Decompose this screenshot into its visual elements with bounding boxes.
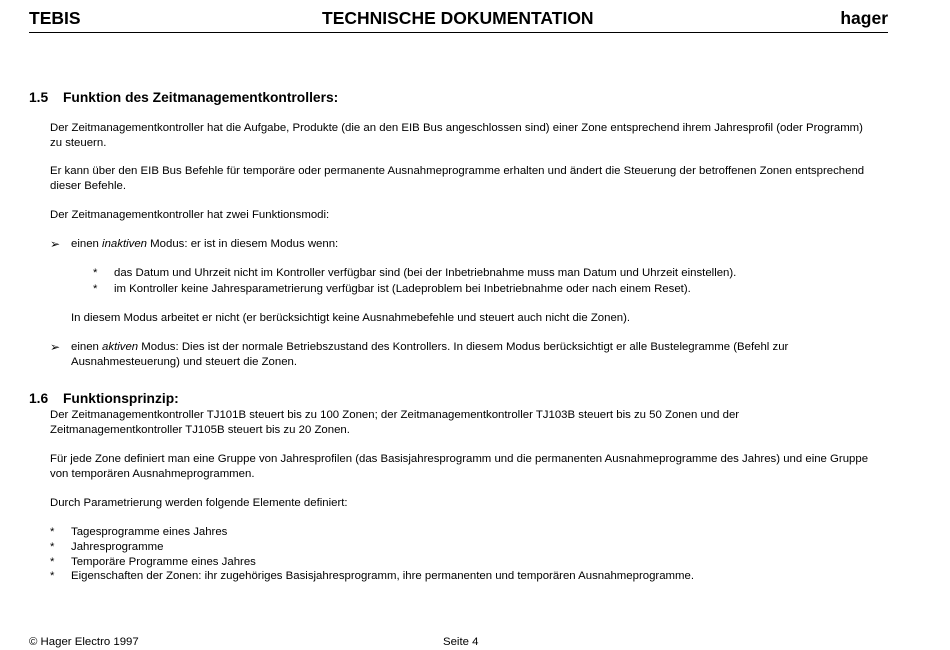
list-item-text: Jahresprogramme [71, 541, 164, 553]
emphasis-text: aktiven [102, 341, 139, 353]
paragraph [50, 452, 900, 482]
list-item-text: Eigenschaften der Zonen: ihr zugehöriges Basisjahresprogramm, ihre permanenten und temporären Ausnahmeprogramme. [71, 570, 695, 582]
footer-page-number: Seite 4 [443, 636, 479, 648]
section-number: 1.6 [29, 391, 49, 406]
asterisk-bullet-icon: * [93, 283, 98, 295]
text-line: Ausnahmesteuerung) und steuert die Zonen. [71, 356, 298, 368]
text-line: dieser Befehle. [50, 180, 126, 192]
page-header [29, 10, 888, 33]
text-line: zu steuern. [50, 137, 107, 149]
text-line: Zeitmanagementkontroller TJ105B steuert bis zu 20 Zonen. [50, 424, 350, 436]
list-item-text [71, 340, 871, 370]
section-title: Funktionsprinzip: [63, 391, 179, 406]
text-line: Er kann über den EIB Bus Befehle für temporäre oder permanente Ausnahmeprogramme erhalten und ändert die Steuerung der betroffenen Zonen entsprechend [50, 165, 865, 177]
paragraph-note: In diesem Modus arbeitet er nicht (er berücksichtigt keine Ausnahmebefehle und steuert auch nicht die Zonen). [71, 312, 631, 324]
list-item-text: im Kontroller keine Jahresparametrierung verfügbar ist (Ladeproblem bei Inbetriebnahme oder nach einem Reset). [114, 283, 691, 295]
section-number: 1.5 [29, 90, 49, 105]
emphasis-text: inaktiven [102, 238, 148, 250]
arrow-bullet-icon: ➢ [50, 237, 61, 251]
asterisk-bullet-icon: * [50, 556, 55, 568]
list-item-text: Temporäre Programme eines Jahres [71, 556, 256, 568]
header-document-title: TECHNISCHE DOKUMENTATION [322, 8, 594, 28]
text-line [71, 340, 871, 355]
paragraph: Der Zeitmanagementkontroller hat zwei Funktionsmodi: [50, 209, 330, 221]
text-fragment: Modus: er ist in diesem Modus wenn: [147, 238, 339, 250]
text-fragment: Modus: Dies ist der normale Betriebszustand des Kontrollers. In diesem Modus berücksichtigt er alle Bustelegramme (Befehl zur [138, 341, 789, 353]
section-heading-1-5 [29, 90, 338, 105]
list-item-text: das Datum und Uhrzeit nicht im Kontroller verfügbar sind (bei der Inbetriebnahme muss man Datum und Uhrzeit einstellen). [114, 267, 737, 279]
list-item-text: Tagesprogramme eines Jahres [71, 526, 228, 538]
footer-copyright: © Hager Electro 1997 [29, 636, 139, 648]
text-line: von temporären Ausnahmeprogrammen. [50, 468, 255, 480]
asterisk-bullet-icon: * [93, 267, 98, 279]
paragraph [50, 408, 900, 438]
text-line: Der Zeitmanagementkontroller hat die Aufgabe, Produkte (die an den EIB Bus angeschlossen sind) einer Zone entsprechend ihrem Jahresprofil (oder Programm) [50, 122, 863, 134]
asterisk-bullet-icon: * [50, 541, 55, 553]
list-item-text [71, 237, 871, 252]
section-heading-1-6 [29, 391, 179, 406]
arrow-bullet-icon: ➢ [50, 340, 61, 354]
header-brand-name: hager [840, 8, 888, 28]
paragraph: Durch Parametrierung werden folgende Elemente definiert: [50, 497, 348, 509]
text-fragment: einen [71, 238, 103, 250]
text-line: Der Zeitmanagementkontroller TJ101B steuert bis zu 100 Zonen; der Zeitmanagementkontroller TJ103B steuert bis zu 50 Zonen und der [50, 409, 740, 421]
text-line: Für jede Zone definiert man eine Gruppe von Jahresprofilen (das Basisjahresprogramm und die permanenten Ausnahmeprogramme des Jahres) und eine Gruppe [50, 453, 869, 465]
paragraph [50, 121, 900, 151]
header-product-name: TEBIS [29, 8, 81, 28]
paragraph [50, 164, 900, 194]
asterisk-bullet-icon: * [50, 570, 55, 582]
section-title: Funktion des Zeitmanagementkontrollers: [63, 90, 339, 105]
asterisk-bullet-icon: * [50, 526, 55, 538]
text-fragment: einen [71, 341, 103, 353]
